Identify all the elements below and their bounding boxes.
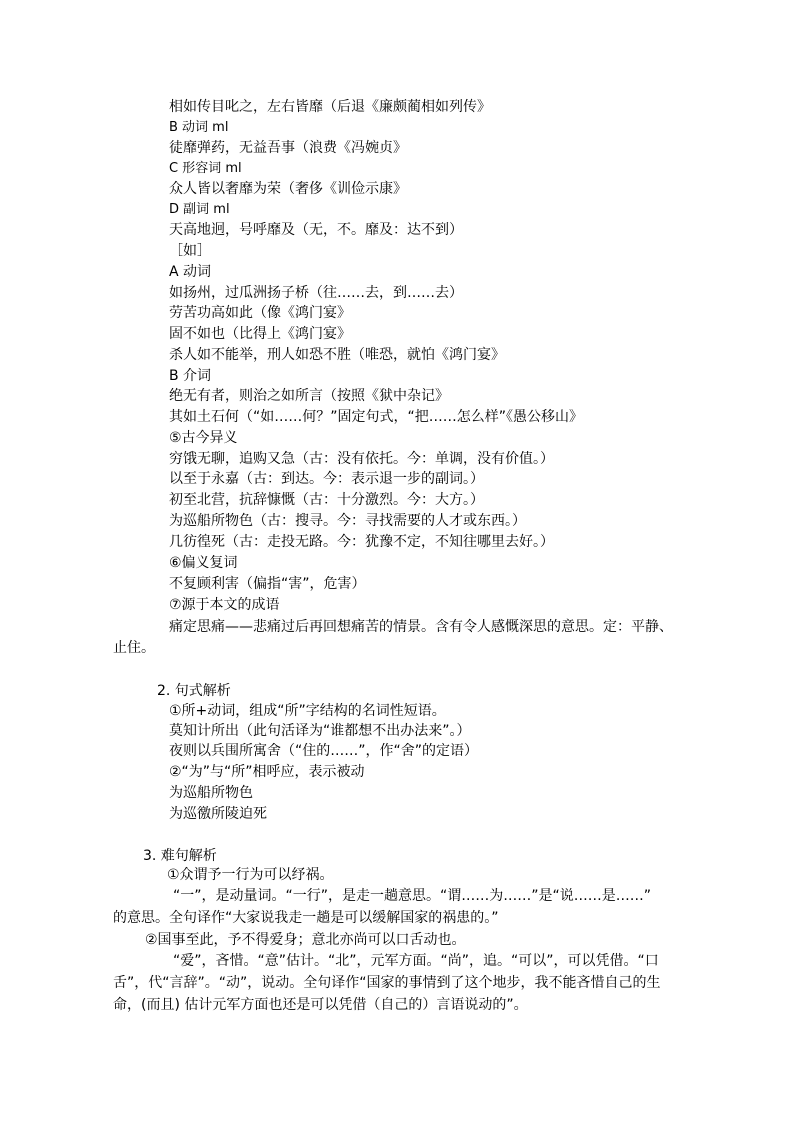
text-line: 徒靡弹药，无益吾事（浪费《冯婉贞》 bbox=[169, 140, 407, 156]
text-line: 莫知计所出（此句活译为“谁都想不出办法来”。） bbox=[169, 723, 471, 739]
text-line: D 副词 ml bbox=[169, 202, 230, 217]
text-line: 为巡船所物色（古：搜寻。今：寻找需要的人才或东西。） bbox=[169, 513, 526, 529]
text-line: ②“为”与“所”相呼应，表示被动 bbox=[169, 764, 365, 780]
text-line: B 动词 ml bbox=[169, 120, 229, 135]
text-line: ②国事至此，予不得爱身；意北亦尚可以口舌动也。 bbox=[145, 932, 466, 948]
text-line: ⑤古今异义 bbox=[169, 430, 238, 446]
text-line: 舌”，代“言辞”。“动”，说动。全句译作“国家的事情到了这个地步，我不能吝惜自己的生 bbox=[113, 975, 661, 991]
text-line: 其如土石何（“如……何？”固定句式，“把……怎么样”《愚公移山》 bbox=[169, 409, 584, 425]
text-line: ⑥偏义复词 bbox=[169, 555, 238, 571]
section-heading: 2. 句式解析 bbox=[157, 683, 231, 699]
text-line: 几彷徨死（古：走投无路。今：犹豫不定，不知往哪里去好。） bbox=[169, 534, 554, 550]
text-line: B 介词 bbox=[169, 368, 212, 384]
text-line: 如扬州，过瓜洲扬子桥（往……去，到……去） bbox=[169, 285, 463, 301]
text-line: 相如传目叱之，左右皆靡（后退《廉颇蔺相如列传》 bbox=[169, 99, 491, 115]
idiom-line-continued: 止住。 bbox=[113, 640, 155, 656]
text-line: 不复顾利害（偏指“害”，危害） bbox=[169, 576, 366, 592]
text-line: 天高地迥，号呼靡及（无，不。靡及：达不到） bbox=[169, 222, 463, 238]
idiom-line: 痛定思痛——悲痛过后再回想痛苦的情景。含有令人感慨深思的意思。定：平静、 bbox=[169, 619, 673, 635]
text-line: 劳苦功高如此（像《鸿门宴》 bbox=[169, 305, 351, 321]
text-line: 众人皆以奢靡为荣（奢侈《训俭示康》 bbox=[169, 181, 407, 197]
text-line: 杀人如不能举，刑人如恐不胜（唯恐，就怕《鸿门宴》 bbox=[169, 347, 505, 363]
text-line: 为巡徼所陵迫死 bbox=[169, 806, 267, 822]
text-line: ⑦源于本文的成语 bbox=[169, 597, 280, 613]
text-line: ①所+动词，组成“所”字结构的名词性短语。 bbox=[169, 703, 446, 719]
text-line: 绝无有者，则治之如所言（按照《狱中杂记》 bbox=[169, 388, 449, 404]
text-line: C 形容词 ml bbox=[169, 161, 242, 176]
text-line: “一”，是动量词。“一行”，是走一趟意思。“谓……为……”是“说……是……” bbox=[173, 888, 652, 904]
text-line: 夜则以兵围所寓舍（“住的……”，作“舍”的定语） bbox=[169, 743, 479, 759]
text-line: 穷饿无聊，追购又急（古：没有依托。今：单调，没有价值。） bbox=[169, 451, 554, 467]
text-line: 初至北营，抗辞慷慨（古：十分激烈。今：大方。） bbox=[169, 492, 484, 508]
text-line: 命，(而且) 估计元军方面也还是可以凭借（自己的）言语说动的”。 bbox=[113, 997, 528, 1013]
section-heading: 3. 难句解析 bbox=[143, 848, 217, 864]
text-line: 固不如也（比得上《鸿门宴》 bbox=[169, 326, 351, 342]
text-line: 的意思。全句译作“大家说我走一趟是可以缓解国家的祸患的。” bbox=[113, 910, 499, 926]
text-line: 以至于永嘉（古：到达。今：表示退一步的副词。） bbox=[169, 471, 484, 487]
text-line: ［如］ bbox=[169, 243, 211, 259]
text-line: “爱”，吝惜。“意”估计。“北”，元军方面。“尚”，追。“可以”，可以凭借。“口 bbox=[173, 953, 659, 969]
text-line: 为巡船所物色 bbox=[169, 785, 253, 801]
text-line: ①众谓予一行为可以纾祸。 bbox=[167, 867, 334, 883]
text-line: A 动词 bbox=[169, 264, 212, 280]
